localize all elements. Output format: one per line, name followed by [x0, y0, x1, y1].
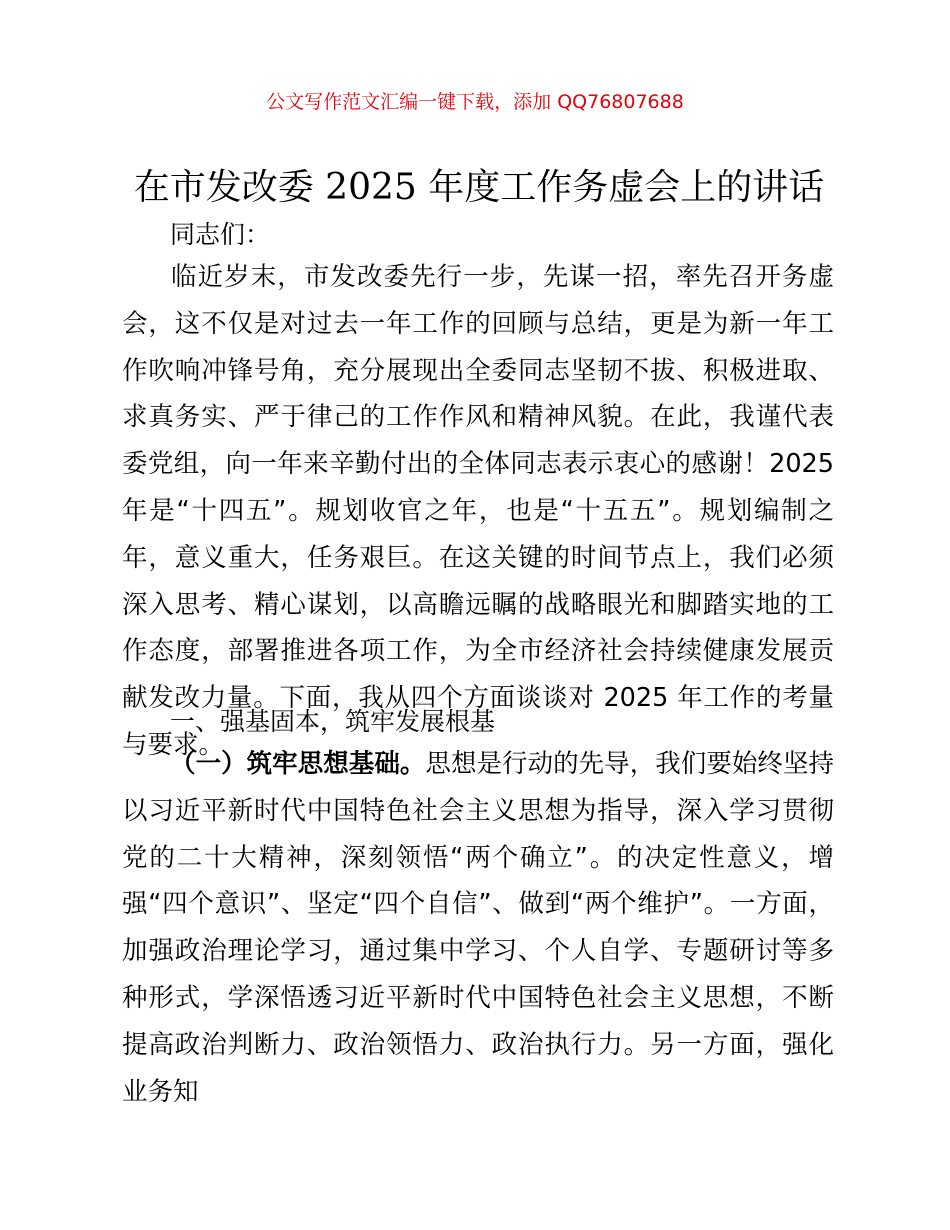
document-title: 在市发改委 2025 年度工作务虚会上的讲话	[133, 167, 825, 208]
section-heading: 一、强基固本，筑牢发展根基	[170, 707, 496, 736]
subsection-lead: （一）筑牢思想基础。	[170, 749, 426, 779]
subsection-text: 思想是行动的先导，我们要始终坚持以习近平新时代中国特色社会主义思想为指导，深入学习贯彻党的二十大精神，深刻领悟“两个确立”。的决定性意义，增强“四个意识”、坚定“四个自信”、做到“两个维护”。一方面，加强政治理论学习，通过集中学习、个人自学、专题研讨等多种形式，学深悟透习近平新时代中国特色社会主义思想，不断提高政治判断力、政治领悟力、政治执行力。另一方面，强化业务知	[122, 749, 834, 1107]
subsection-paragraph	[122, 741, 834, 1115]
salutation: 同志们：	[170, 220, 271, 249]
download-promo-note: 公文写作范文汇编一键下载，添加 QQ76807688	[266, 91, 684, 113]
opening-paragraph	[122, 254, 834, 769]
opening-paragraph-text: 临近岁末，市发改委先行一步，先谋一招，率先召开务虚会，这不仅是对过去一年工作的回顾与总结，更是为新一年工作吹响冲锋号角，充分展现出全委同志坚韧不拔、积极进取、求真务实、严于律己的工作作风和精神风貌。在此，我谨代表委党组，向一年来辛勤付出的全体同志表示衷心的感谢！2025 年是“十四五”。规划收官之年，也是“十五五”。规划编制之年，意义重大，任务艰巨。在这关键的时间节点上，我们必须深入思考、精心谋划，以高瞻远瞩的战略眼光和脚踏实地的工作态度，部署推进各项工作，为全市经济社会持续健康发展贡献发改力量。下面，我从四个方面谈谈对 2025 年工作的考量与要求。	[122, 262, 834, 760]
